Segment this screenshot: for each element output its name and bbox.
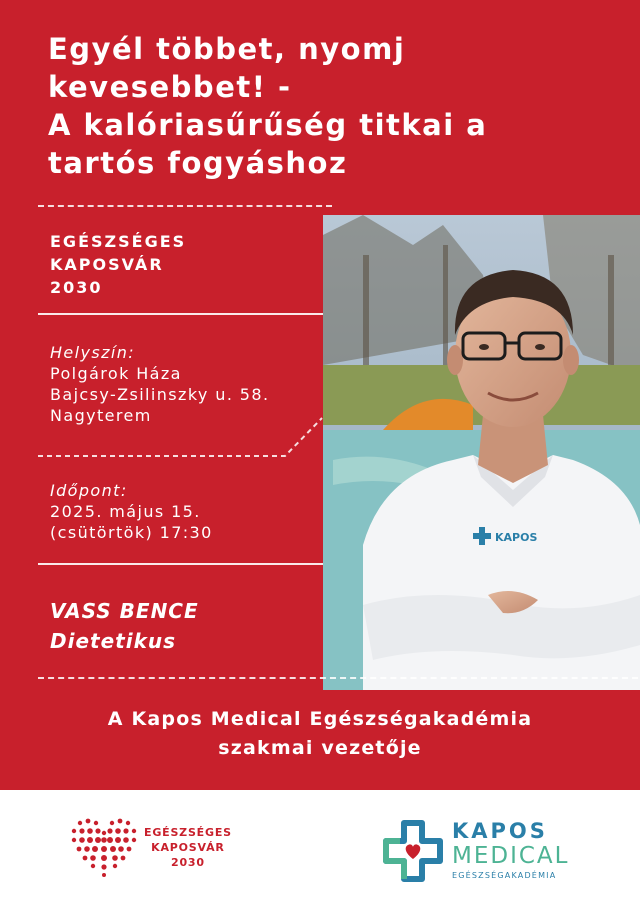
- speaker-info: [50, 596, 199, 656]
- caption-line-2: szakmai vezetője: [218, 737, 422, 759]
- location-line-3: Nagyterem: [50, 406, 152, 425]
- program-line-3: 2030: [50, 278, 103, 297]
- program-brand: [50, 230, 186, 299]
- ek-logo-line-1: EGÉSZSÉGES: [144, 826, 232, 839]
- program-line-2: KAPOSVÁR: [50, 255, 164, 274]
- egeszseges-kaposvar-logo: [68, 815, 248, 885]
- divider-solid-2: [38, 563, 323, 565]
- location-label: Helyszín:: [50, 343, 136, 362]
- ek-logo-text: [144, 825, 232, 870]
- speaker-photo: [323, 215, 640, 690]
- speaker-portrait-illustration: [323, 215, 640, 690]
- time-label: Időpont:: [50, 481, 128, 500]
- km-logo-line-3: EGÉSZSÉGAKADÉMIA: [452, 871, 557, 880]
- program-line-1: EGÉSZSÉGES: [50, 232, 187, 251]
- divider-solid-1: [38, 313, 323, 315]
- poster-title: [48, 30, 608, 182]
- time-line-2: (csütörtök) 17:30: [50, 523, 213, 542]
- title-line-4: tartós fogyáshoz: [48, 146, 348, 180]
- footer: [0, 790, 640, 905]
- title-line-1: Egyél többet, nyomj: [48, 32, 406, 66]
- location-line-1: Polgárok Háza: [50, 364, 182, 383]
- speaker-name: VASS BENCE: [50, 599, 199, 623]
- heart-dots-icon: [68, 817, 140, 879]
- divider-dashed-bottom: [38, 677, 638, 679]
- ek-logo-line-3: 2030: [171, 856, 205, 869]
- speaker-role: Dietetikus: [50, 629, 177, 653]
- kapos-medical-logo: [380, 815, 610, 890]
- ek-logo-line-2: KAPOSVÁR: [151, 841, 225, 854]
- time-line-1: 2025. május 15.: [50, 502, 201, 521]
- time-block: [50, 480, 213, 543]
- caption-line-1: A Kapos Medical Egészségakadémia: [107, 708, 533, 730]
- location-line-2: Bajcsy-Zsilinszky u. 58.: [50, 385, 270, 404]
- km-logo-line-2: MEDICAL: [452, 843, 570, 869]
- title-line-3: A kalóriasűrűség titkai a: [48, 108, 488, 142]
- shirt-logo-text: KAPOS: [495, 531, 538, 544]
- km-logo-line-1: KAPOS: [452, 819, 548, 843]
- divider-dashed-top: [38, 205, 332, 207]
- speaker-caption: [0, 705, 640, 763]
- title-line-2: kevesebbet! -: [48, 70, 292, 104]
- divider-dashed-angled: [0, 410, 330, 470]
- medical-cross-heart-icon: [380, 819, 446, 885]
